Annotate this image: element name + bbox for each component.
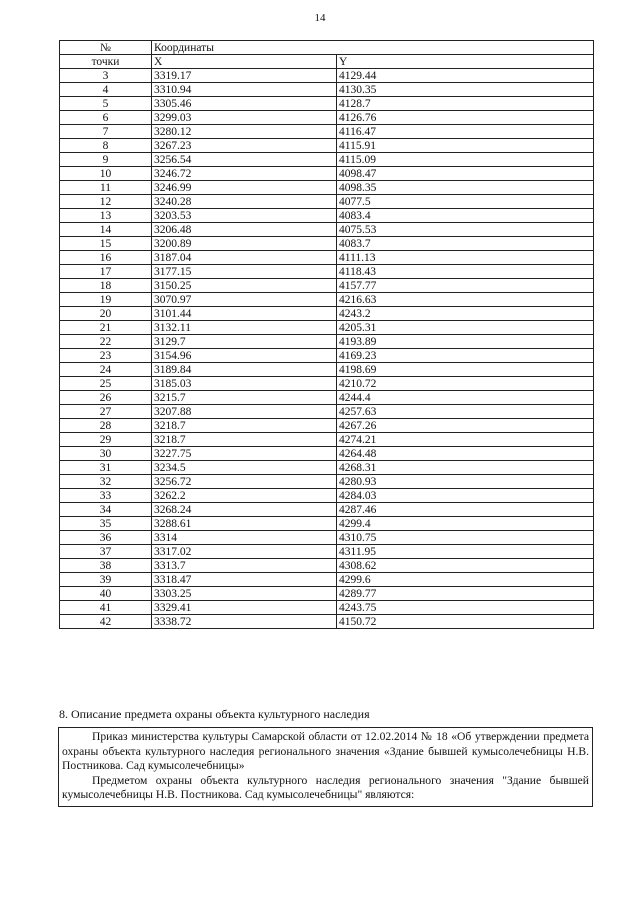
point-number: 33 [60,489,152,503]
coord-y: 4308.62 [337,559,594,573]
point-number: 34 [60,503,152,517]
point-number: 27 [60,405,152,419]
coordinates-table [59,40,594,629]
point-number: 10 [60,167,152,181]
coord-x: 3206.48 [152,223,337,237]
table-row [60,237,594,251]
table-row [60,321,594,335]
table-row [60,125,594,139]
coord-x: 3256.54 [152,153,337,167]
point-number: 14 [60,223,152,237]
point-number: 36 [60,531,152,545]
point-number: 26 [60,391,152,405]
coord-y: 4130.35 [337,83,594,97]
coord-y: 4268.31 [337,461,594,475]
point-number: 17 [60,265,152,279]
coord-y: 4210.72 [337,377,594,391]
coord-x: 3234.5 [152,461,337,475]
point-number: 31 [60,461,152,475]
coord-y: 4075.53 [337,223,594,237]
coord-y: 4115.91 [337,139,594,153]
header-number: № [60,41,152,55]
coord-y: 4311.95 [337,545,594,559]
coord-y: 4267.26 [337,419,594,433]
coord-x: 3154.96 [152,349,337,363]
point-number: 6 [60,111,152,125]
table-row [60,377,594,391]
point-number: 20 [60,307,152,321]
point-number: 18 [60,279,152,293]
table-row [60,69,594,83]
coord-x: 3189.84 [152,363,337,377]
table-row [60,447,594,461]
table-row [60,335,594,349]
coord-x: 3227.75 [152,447,337,461]
coord-y: 4198.69 [337,363,594,377]
header-x: X [152,55,337,69]
point-number: 30 [60,447,152,461]
table-subheader-row [60,55,594,69]
coord-x: 3129.7 [152,335,337,349]
coord-y: 4243.75 [337,601,594,615]
coord-x: 3070.97 [152,293,337,307]
table-row [60,433,594,447]
table-row [60,601,594,615]
coord-x: 3218.7 [152,433,337,447]
coord-x: 3314 [152,531,337,545]
coord-y: 4083.7 [337,237,594,251]
coord-x: 3246.72 [152,167,337,181]
table-row [60,83,594,97]
coord-y: 4126.76 [337,111,594,125]
coord-y: 4257.63 [337,405,594,419]
coord-y: 4157.77 [337,279,594,293]
coord-x: 3310.94 [152,83,337,97]
coord-y: 4083.4 [337,209,594,223]
point-number: 39 [60,573,152,587]
coord-y: 4098.35 [337,181,594,195]
coord-y: 4289.77 [337,587,594,601]
coord-y: 4280.93 [337,475,594,489]
coord-x: 3150.25 [152,279,337,293]
point-number: 16 [60,251,152,265]
coord-y: 4244.4 [337,391,594,405]
coord-y: 4128.7 [337,97,594,111]
coord-y: 4169.23 [337,349,594,363]
coord-x: 3101.44 [152,307,337,321]
point-number: 19 [60,293,152,307]
coord-x: 3318.47 [152,573,337,587]
point-number: 7 [60,125,152,139]
coord-x: 3313.7 [152,559,337,573]
table-row [60,195,594,209]
table-row [60,293,594,307]
table-row [60,545,594,559]
table-row [60,349,594,363]
coord-x: 3305.46 [152,97,337,111]
coord-y: 4264.48 [337,447,594,461]
table-row [60,139,594,153]
point-number: 32 [60,475,152,489]
coord-x: 3246.99 [152,181,337,195]
table-row [60,405,594,419]
point-number: 23 [60,349,152,363]
table-row [60,489,594,503]
coord-x: 3317.02 [152,545,337,559]
coord-y: 4216.63 [337,293,594,307]
table-row [60,167,594,181]
point-number: 29 [60,433,152,447]
point-number: 11 [60,181,152,195]
coord-x: 3319.17 [152,69,337,83]
coord-x: 3267.23 [152,139,337,153]
point-number: 35 [60,517,152,531]
point-number: 28 [60,419,152,433]
table-row [60,475,594,489]
coord-y: 4284.03 [337,489,594,503]
coord-y: 4299.4 [337,517,594,531]
point-number: 5 [60,97,152,111]
coord-y: 4205.31 [337,321,594,335]
header-point: точки [60,55,152,69]
coord-y: 4243.2 [337,307,594,321]
table-row [60,531,594,545]
point-number: 9 [60,153,152,167]
table-row [60,461,594,475]
table-row [60,391,594,405]
protection-subject-box [58,727,593,807]
coord-y: 4310.75 [337,531,594,545]
coord-x: 3288.61 [152,517,337,531]
coord-x: 3203.53 [152,209,337,223]
point-number: 3 [60,69,152,83]
coord-x: 3299.03 [152,111,337,125]
table-header-row [60,41,594,55]
point-number: 24 [60,363,152,377]
point-number: 4 [60,83,152,97]
coord-x: 3200.89 [152,237,337,251]
coord-y: 4118.43 [337,265,594,279]
point-number: 13 [60,209,152,223]
section-heading: 8. Описание предмета охраны объекта культурного наследия [59,707,370,721]
header-coordinates: Координаты [152,41,594,55]
coord-x: 3268.24 [152,503,337,517]
coord-y: 4077.5 [337,195,594,209]
point-number: 21 [60,321,152,335]
coord-x: 3218.7 [152,419,337,433]
table-row [60,209,594,223]
point-number: 41 [60,601,152,615]
subject-paragraph: Предметом охраны объекта культурного наследия регионального значения "Здание бывшей кумысолечебницы Н.В. Постникова. Сад кумысолечебницы" являются: [62,773,589,801]
coord-y: 4299.6 [337,573,594,587]
table-row [60,363,594,377]
table-row [60,111,594,125]
table-row [60,559,594,573]
point-number: 8 [60,139,152,153]
coord-y: 4116.47 [337,125,594,139]
coord-x: 3262.2 [152,489,337,503]
coord-y: 4287.46 [337,503,594,517]
coord-y: 4098.47 [337,167,594,181]
table-row [60,251,594,265]
coord-y: 4150.72 [337,615,594,629]
order-paragraph: Приказ министерства культуры Самарской области от 12.02.2014 № 18 «Об утверждении предмета охраны объекта культурного наследия регионального значения «Здание бывшей кумысолечебницы Н.В. Постникова. Сад кумысолечебницы» [62,730,589,772]
coord-y: 4115.09 [337,153,594,167]
point-number: 40 [60,587,152,601]
table-row [60,153,594,167]
table-row [60,503,594,517]
table-row [60,587,594,601]
table-body [60,69,594,629]
table-row [60,615,594,629]
coord-x: 3338.72 [152,615,337,629]
point-number: 37 [60,545,152,559]
table-row [60,419,594,433]
coord-x: 3280.12 [152,125,337,139]
header-y: Y [337,55,594,69]
table-row [60,265,594,279]
point-number: 12 [60,195,152,209]
table-row [60,307,594,321]
table-row [60,223,594,237]
coord-y: 4129.44 [337,69,594,83]
coord-x: 3215.7 [152,391,337,405]
point-number: 38 [60,559,152,573]
coord-x: 3187.04 [152,251,337,265]
coord-y: 4274.21 [337,433,594,447]
coord-x: 3207.88 [152,405,337,419]
point-number: 25 [60,377,152,391]
table-row [60,97,594,111]
coord-x: 3185.03 [152,377,337,391]
point-number: 15 [60,237,152,251]
point-number: 42 [60,615,152,629]
coord-y: 4193.89 [337,335,594,349]
table-row [60,573,594,587]
coord-x: 3177.15 [152,265,337,279]
coord-x: 3240.28 [152,195,337,209]
coord-y: 4111.13 [337,251,594,265]
point-number: 22 [60,335,152,349]
coord-x: 3329.41 [152,601,337,615]
table-row [60,279,594,293]
table-row [60,181,594,195]
table-row [60,517,594,531]
page-number: 14 [314,12,326,24]
coord-x: 3256.72 [152,475,337,489]
coord-x: 3303.25 [152,587,337,601]
coord-x: 3132.11 [152,321,337,335]
